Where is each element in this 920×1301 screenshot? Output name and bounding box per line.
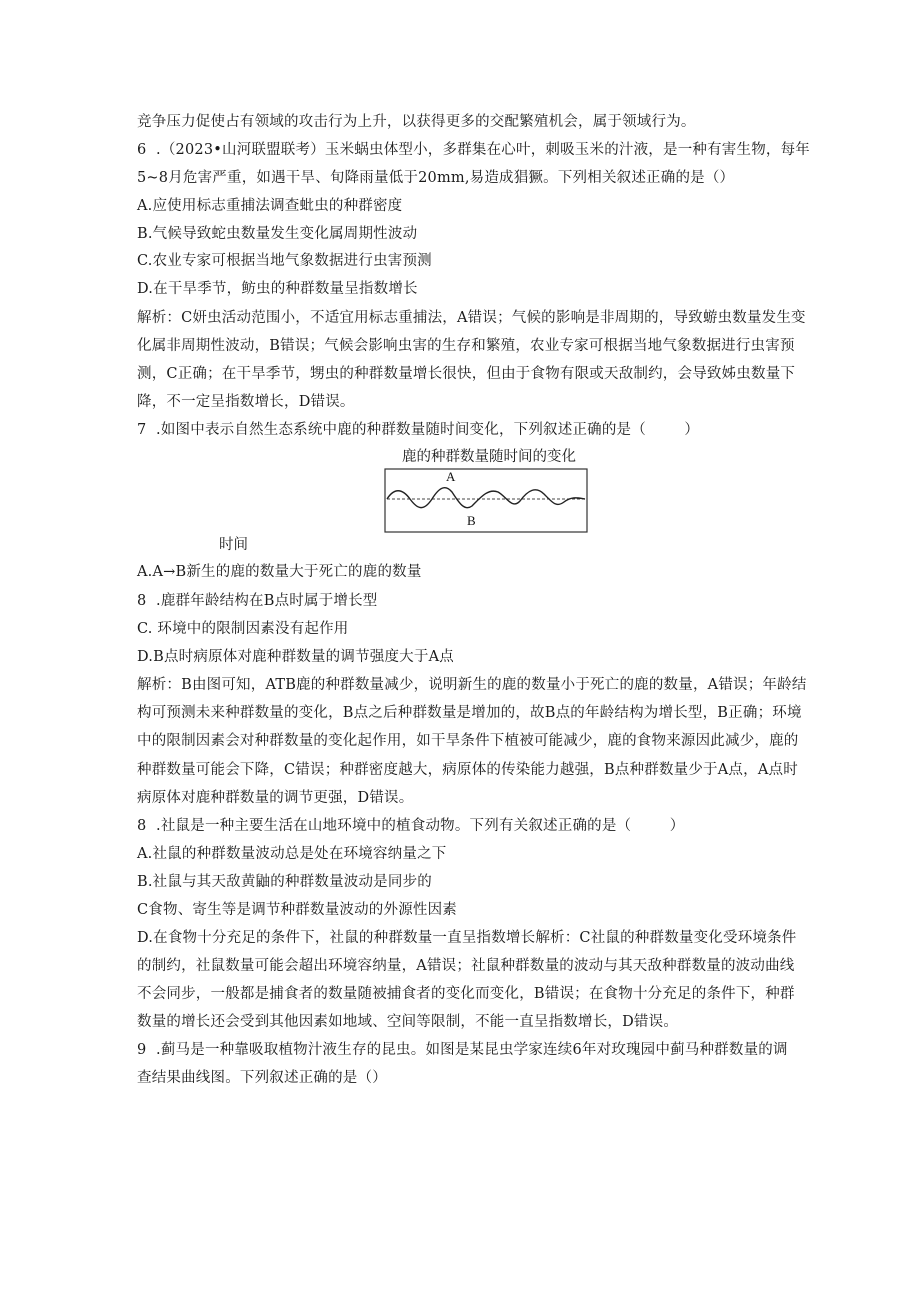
explanation-line: 化属非周期性波动，B错误；气候会影响虫害的生存和繁殖，农业专家可根据当地气象数据进行虫害预: [137, 338, 795, 354]
option-a: A.A→B新生的鹿的数量大于死亡的鹿的数量: [137, 564, 422, 580]
option-d: D.在食物十分充足的条件下，社鼠的种群数量一直呈指数增长解析：C社鼠的种群数量变化受环境条件: [137, 930, 797, 946]
option-c: C. 环境中的限制因素没有起作用: [137, 621, 349, 637]
point-a-label: A: [446, 469, 456, 484]
explanation-line: 构可预测未来种群数量的变化，B点之后种群数量是增加的，故B点的年龄结构为增长型，B正确；环境: [137, 705, 802, 721]
text-line: 竞争压力促使占有领域的攻击行为上升，以获得更多的交配繁殖机会，属于领域行为。: [137, 114, 696, 130]
explanation-line: 降，不一定呈指数增长，D错误。: [137, 394, 355, 410]
text-line: 5~8月危害严重，如遇干旱、旬降雨量低于20mm,易造成猖獗。下列相关叙述正确的是（）: [137, 170, 735, 186]
deer-population-figure: [384, 468, 589, 534]
explanation-line: 解析：B由图可知，ATB鹿的种群数量减少，说明新生的鹿的数量小于死亡的鹿的数量，A错误；年龄结: [137, 677, 807, 693]
explanation-line: 不会同步，一般都是捕食者的数量随被捕食者的变化而变化，B错误；在食物十分充足的条件下，种群: [137, 986, 795, 1002]
explanation-line: 解析：C妍虫活动范围小，不适宜用标志重捕法，A错误；气候的影响是非周期的，导致蝣虫数量发生变: [137, 310, 806, 326]
option-d: D.在干旱季节，鲂虫的种群数量呈指数增长: [137, 281, 418, 297]
explanation-line: 数量的增长还会受到其他因素如地域、空间等限制，不能一直呈指数增长，D错误。: [137, 1014, 679, 1030]
option-b: B.社鼠与其天敌黄鼬的种群数量波动是同步的: [137, 874, 432, 890]
question-9-stem: 9 .蓟马是一种靠吸取植物汁液生存的昆虫。如图是某昆虫学家连续6年对玫瑰园中蓟马种群数量的调: [137, 1042, 788, 1058]
question-7-stem: 7 .如图中表示自然生态系统中鹿的种群数量随时间变化，下列叙述正确的是（ ）: [137, 422, 700, 438]
option-b: B.气候导致蛇虫数量发生变化属周期性波动: [137, 226, 418, 242]
explanation-line: 种群数量可能会下降，C错误；种群密度越大，病原体的传染能力越强，B点种群数量少于A点，A点时: [137, 762, 798, 778]
figure-title: 鹿的种群数量随时间的变化: [402, 449, 576, 465]
figure-frame: [385, 469, 587, 532]
option-a: A.应使用标志重捕法调查蚍虫的种群密度: [137, 198, 403, 214]
explanation-line: 测，C正确；在干旱季节，甥虫的种群数量增长很快，但由于食物有限或天敌制约，会导致姊虫数量下: [137, 366, 796, 382]
option-b: 8 .鹿群年龄结构在B点时属于增长型: [137, 593, 378, 609]
option-a: A.社鼠的种群数量波动总是处在环境容纳量之下: [137, 846, 447, 862]
explanation-line: 中的限制因素会对种群数量的变化起作用，如干旱条件下植被可能减少，鹿的食物来源因此减少，鹿的: [137, 733, 799, 749]
option-c: C食物、寄生等是调节种群数量波动的外源性因素: [137, 902, 457, 918]
question-6-stem: 6 .（2023•山河联盟联考）玉米蜗虫体型小，多群集在心叶，刺吸玉米的汁液，是一种有害生物，每年: [137, 142, 811, 158]
explanation-line: 的制约，社鼠数量可能会超出环境容纳量，A错误；社鼠种群数量的波动与其天敌种群数量的波动曲线: [137, 958, 795, 974]
figure-x-label: 时间: [219, 537, 248, 553]
point-b-label: B: [467, 513, 476, 528]
option-c: C.农业专家可根据当地气象数据进行虫害预测: [137, 253, 432, 269]
question-8-stem: 8 .社鼠是一种主要生活在山地环境中的植食动物。下列有关叙述正确的是（ ）: [137, 818, 685, 834]
explanation-line: 病原体对鹿种群数量的调节更强，D错误。: [137, 790, 414, 806]
option-d: D.B点时病原体对鹿种群数量的调节强度大于A点: [137, 649, 454, 665]
text-line: 查结果曲线图。下列叙述正确的是（）: [137, 1070, 387, 1086]
